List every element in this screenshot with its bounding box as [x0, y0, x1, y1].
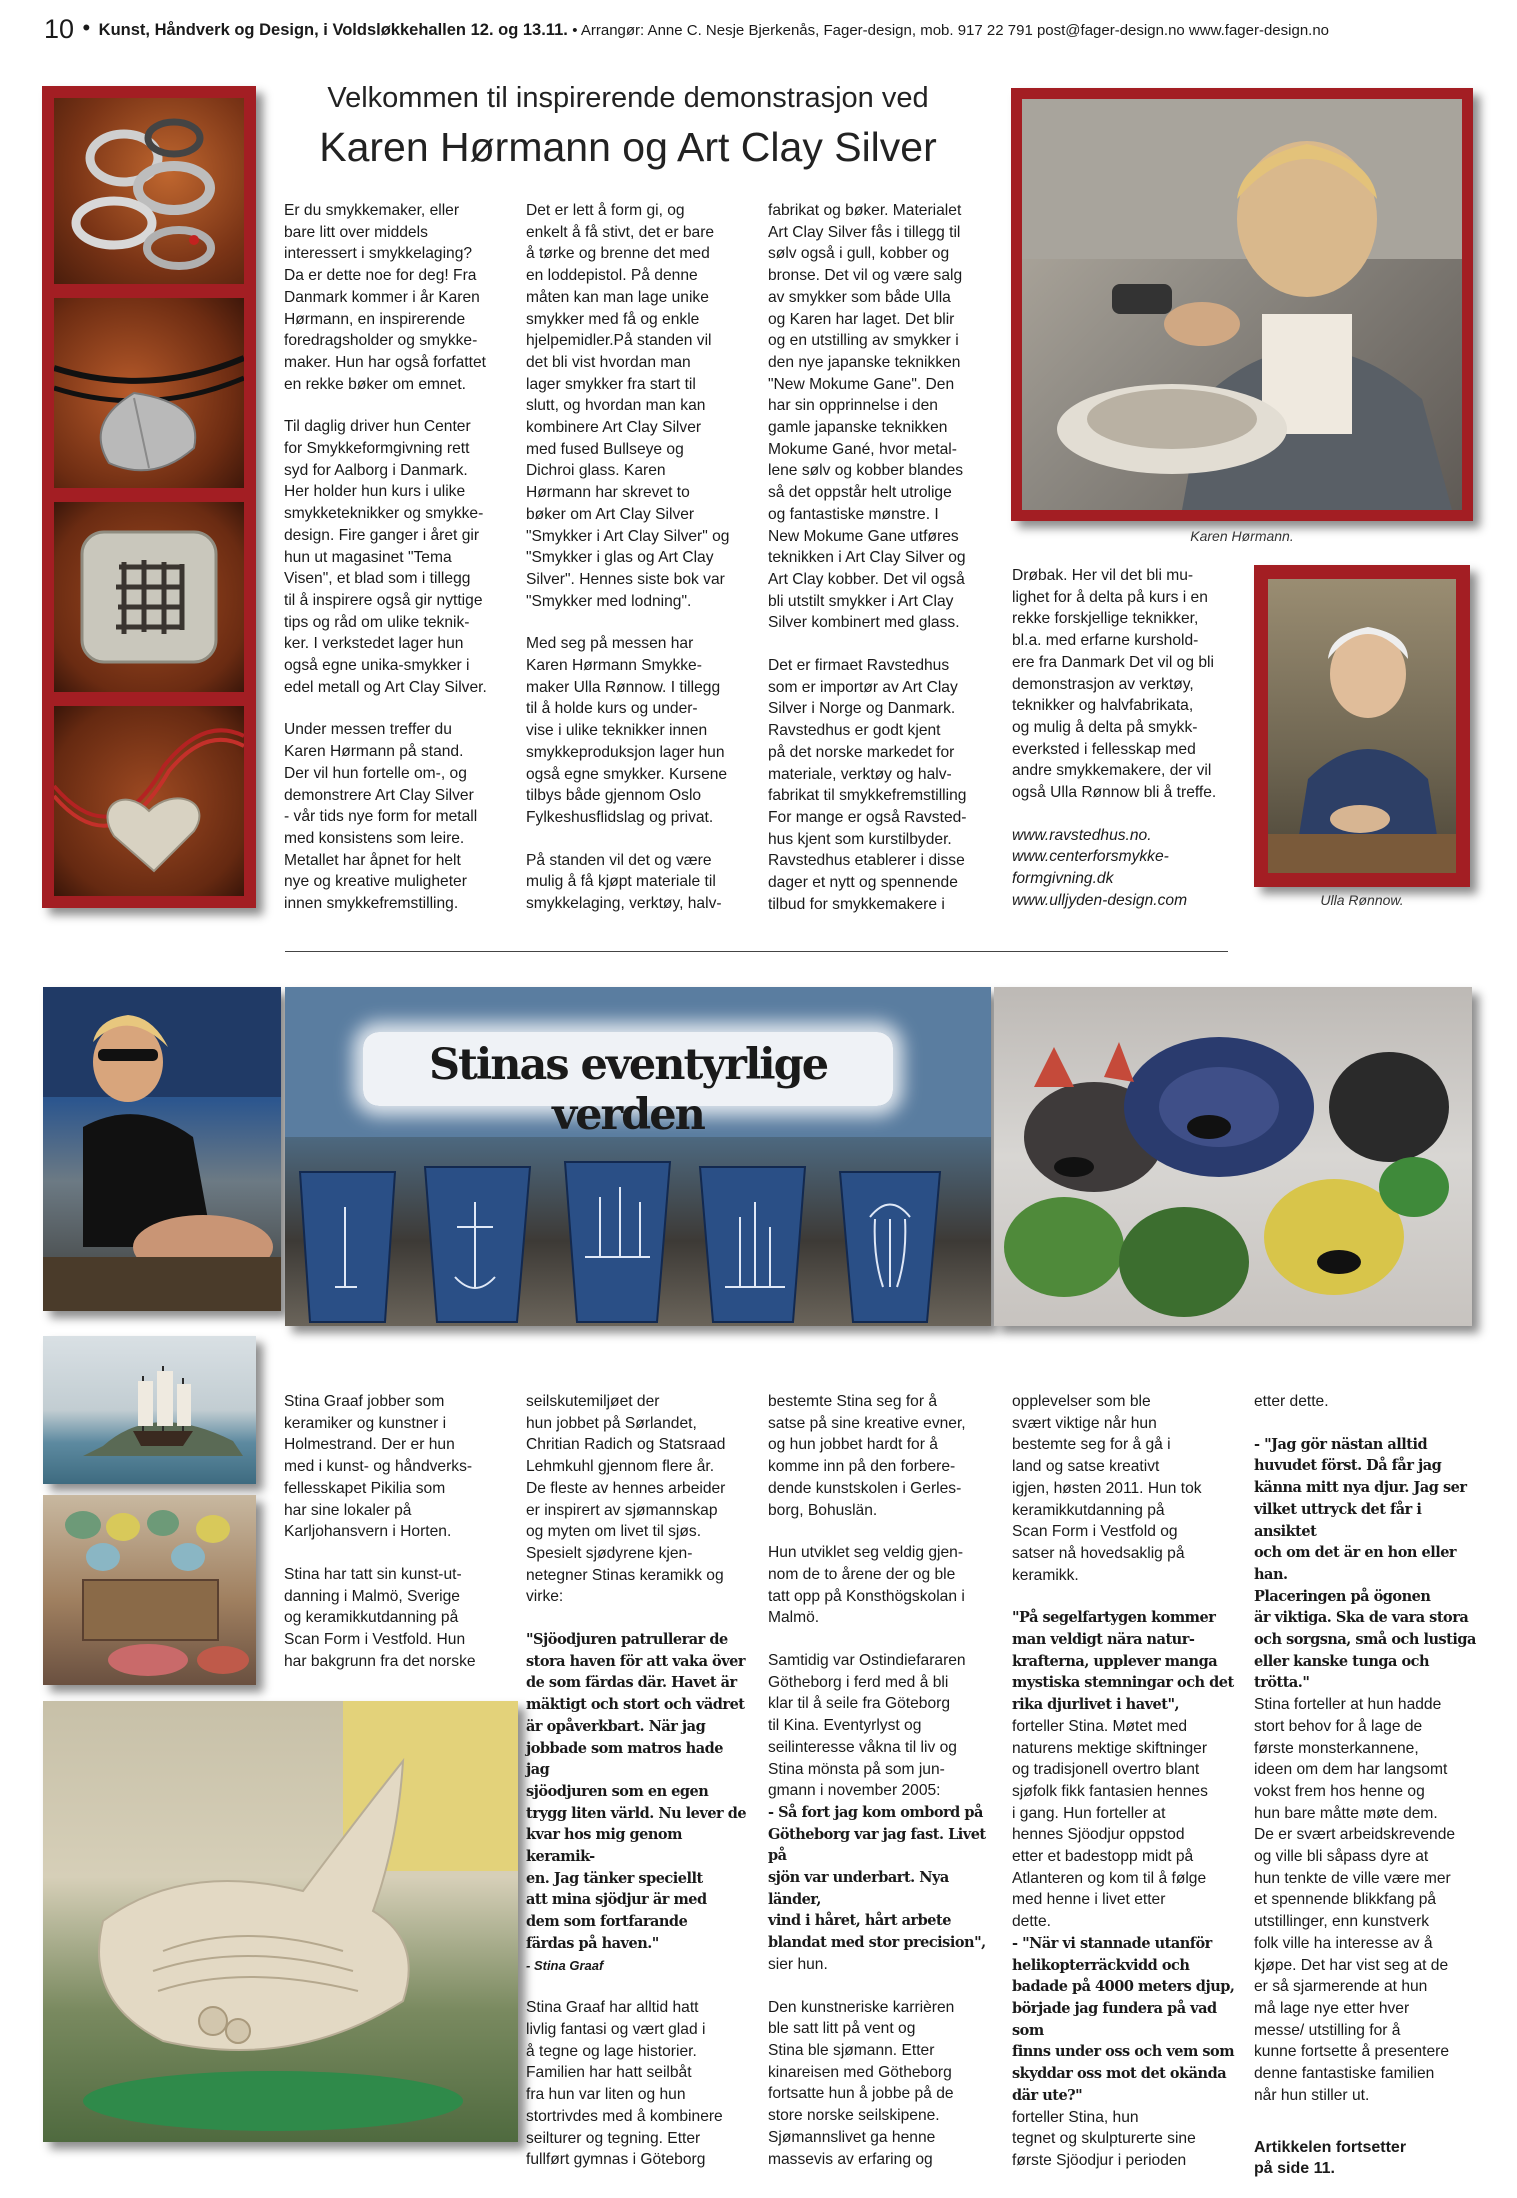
caption-ulla: Ulla Rønnow.: [1320, 892, 1404, 908]
article2-col2-para-2: Stina Graaf har alltid hatt livlig fantasi og vært glad i å tegne og lage historier. Familien har hatt seilbåt fra hun var liten og hun stortrivdes med å kombinere seilturer og tegning. Etter fullført gymnas i Göteborg: [526, 1999, 723, 2169]
stina-sailing-photo: [43, 987, 281, 1311]
article2-col5-para-1: etter dette.: [1254, 1393, 1329, 1410]
article2-col3-quote: - Så fort jag kom ombord på Götheborg var jag fast. Livet på sjön var underbart. Nya länder, vind i håret, hårt arbete blandat med stor precision",: [768, 1803, 986, 1952]
article1-col2-para-2: Med seg på messen har Karen Hørmann Smykke- maker Ulla Rønnow. I tillegg til å holde kurs og under- vise i ulike teknikker innen smykkeproduksjon lager hun også egne smykker. Kursene tilbys både gjennom Oslo Fylkeshusflidslag og privat.: [526, 635, 728, 826]
header-title: Kunst, Håndverk og Design, i Voldsløkkehallen 12. og 13.11.: [98, 21, 568, 39]
article1-column-3: [768, 200, 990, 916]
article2-col4-quote-1: "På segelfartygen kommer man veldigt nära natur- krafterna, upplever manga mystiska stemningar och det rika djurlivet i havet",: [1012, 1609, 1234, 1714]
article1-col3-para-1: fabrikat og bøker. Materialet Art Clay Silver fås i tillegg til sølv også i gull, kobber og bronse. Det vil og være salg av smykker som både Ulla og Karen har laget. Det blir og en utstilling av smykker i den nye japanske teknikken "New Mokume Gane". Den har sin opprinnelse i den gamle japanske teknikken Mokume Gané, hvor metal- lene sølv og kobber blandes så det oppstår helt utrolige og fantastiske mønstre. I New Mokume Gane utføres teknikken i Art Clay Silver og Art Clay kobber. Det vil også bli utstilt smykker i Art Clay Silver kombinert med glass.: [768, 202, 966, 632]
leaf-pendant-image: [54, 298, 244, 488]
page-number: 10: [44, 14, 75, 44]
article1-column-1: [284, 200, 506, 915]
whale-sculpture-photo: [43, 1701, 518, 2142]
heart-pendant-image: [54, 706, 244, 896]
article2-col3-para-4: Den kunstneriske karrièren ble satt litt på vent og Stina ble sjømann. Etter kinareisen med Götheborg fortsatte hun å jobbe på de store norske seilskipene. Sjømannslivet ga henne massevis av erfaring og: [768, 1998, 955, 2168]
link-ulljyden[interactable]: www.ulljyden-design.com: [1012, 891, 1188, 909]
jewelry-strip: [42, 86, 256, 908]
article2-col4-quote-2: - "När vi stannade utanför helikopterräckvidd och badade på 4000 meters djup, började jag fundera på vad som finns under oss och vem som skyddar oss mot det okända där ute?": [1012, 1934, 1235, 2104]
article-continued-note: Artikkelen fortsetter på side 11.: [1254, 2138, 1407, 2178]
article1-col2-para-1: Det er lett å form gi, og enkelt å få stivt, det er bare å tørke og brenne det med en loddepistol. På denne måten kan man lage unike smykker med få og enkle hjelpemidler.På standen vil det bli vist hvordan man lager smykker fra start til slutt, og hvordan man kan kombinere Art Clay Silver med fused Bullseye og Dichroi glass. Karen Hørmann har skrevet to bøker om Art Clay Silver "Smykker i Art Clay Silver" og "Smykker i glas og Art Clay Silver". Hennes siste bok var "Smykker med lodning".: [526, 202, 730, 610]
karen-photo-frame: [1011, 88, 1473, 521]
karen-portrait-photo: [1022, 99, 1462, 510]
article2-col1-para-2: Stina har tatt sin kunst-ut- danning i Malmö, Sverige og keramikkutdanning på Scan Form i Vestfold. Hun har bakgrunn fra det norske: [284, 1565, 476, 1670]
article2-col3-para-3: Samtidig var Ostindiefararen Götheborg i ferd med å bli klar til å seile fra Göteborg til Kina. Eventyrlyst og seilinteresse våkna til liv og Stina mönsta på som jun- gmann i november 2005:: [768, 1652, 966, 1800]
article1-col1-para-1: Er du smykkemaker, eller bare litt over middels interessert i smykkelaging? Da er dette noe for deg! Fra Danmark kommer i år Karen Hørmann, en inspirerende foredragsholder og smykke- maker. Hun har også forfattet en rekke bøker om emnet.: [284, 202, 486, 393]
article2-column-5: [1254, 1391, 1479, 2180]
article2-col4-para-1: opplevelser som ble svært viktige når hun bestemte seg for å gå i land og satse kreativt igjen, høsten 2011. Hun tok keramikkutdanning på Scan Form i Vestfold og satser nå hovedsaklig på keramikk.: [1012, 1393, 1202, 1584]
article2-col4-para-3: forteller Stina, hun tegnet og skulpturerte sine første Sjöodjur i perioden: [1012, 2108, 1196, 2169]
article1-column-2: [526, 200, 748, 915]
grid-square-pendant-image: [54, 502, 244, 692]
header-organizer: • Arrangør: Anne C. Nesje Bjerkenås, Fager-design, mob. 917 22 791 post@fager-design.no www.fager-design.no: [572, 22, 1330, 39]
article1-col4-text: Drøbak. Her vil det bli mu- lighet for å delta på kurs i en rekke forskjellige teknikker, bl.a. med erfarne kurshold- ere fra Danmark Det vil og bli demonstrasjon av verktøy, teknikker og halvfabrikata, og mulig å delta på smykk- everksted i fellesskap med andre smykkemakere, der vil også Ulla Rønnow bli å treffe.: [1012, 567, 1217, 802]
article2-col2-quote-signature: - Stina Graaf: [526, 1957, 604, 1973]
article2-column-2: [526, 1391, 748, 2171]
link-centerforsmykke[interactable]: www.centerforsmykke- formgivning.dk: [1012, 848, 1169, 888]
article2-col2-para-1: seilskutemiljøet der hun jobbet på Sørlandet, Chritian Radich og Statsraad Lehmkuhl gjennom flere år. De fleste av hennes arbeider er inspirert av sjømannskap og myten om livet til sjøs. Spesielt sjødyrene kjen- netegner Stinas keramikk og virke:: [526, 1393, 726, 1606]
article2-col3-after-quote: sier hun.: [768, 1955, 828, 1973]
ulla-portrait-photo: [1268, 579, 1456, 873]
article2-col5-quote: - "Jag gör nästan alltid huvudet först. Då får jag känna mitt nya djur. Jag ser vilket uttryck det får i ansiktet och om det är en hon eller han. Placeringen på ögonen är viktiga. Ska de vara stora och sorgsna, små och lustiga eller kanske tunga och trötta.": [1254, 1435, 1476, 1692]
article1-col2-para-3: På standen vil det og være mulig å få kjøpt materiale til smykkelaging, verktøy, halv-: [526, 851, 722, 913]
article2-col1-para-1: Stina Graaf jobber som keramiker og kunstner i Holmestrand. Der er hun med i kunst- og håndverks- fellesskapet Pikilia som har sine lokaler på Karljohansvern i Horten.: [284, 1393, 473, 1541]
article1-column-4: [1012, 565, 1252, 912]
article2-col5-para-2: Stina forteller at hun hadde stort behov for å lage de første monsterkannene, ideen om dem har langsomt vokst frem hos henne og hun bare måtte møte dem. De er svært arbeidskrevende og ville bli såpass dyre at hun tenkte de ville være mer et spennende blikkfang på utstillinger, enn kunstverk folk ville ha interesse av å kjøpe. Det har vist seg at de er så sjarmerende at hun må lage nye etter hver messe/ utstilling for å kunne fortsette å presentere denne fantastiske familien når hun stiller ut.: [1254, 1696, 1456, 2104]
ulla-photo-frame: [1254, 565, 1470, 887]
article2-column-1: [284, 1391, 506, 1672]
header-bullet: •: [82, 15, 91, 40]
caption-karen: Karen Hørmann.: [1190, 528, 1294, 544]
article2-title: Stinas eventyrlige verden: [428, 1040, 828, 1140]
link-ravstedhus[interactable]: www.ravstedhus.no.: [1012, 826, 1152, 844]
article1-kicker: Velkommen til inspirerende demonstrasjon ved: [327, 82, 929, 114]
article1-col1-para-2: Til daglig driver hun Center for Smykkeformgivning rett syd for Aalborg i Danmark. Her holder hun kurs i ulike smykketeknikker og smykke- design. Fire ganger i året gir hun ut magasinet "Tema Visen", et blad som i tillegg til å inspirere også gir nyttige tips og råd om ulike teknik- ker. I verkstedet lager hun også egne unika-smykker i edel metall og Art Clay Silver.: [284, 418, 487, 696]
tall-ship-painting: [43, 1336, 256, 1484]
article1-col3-para-2: Det er firmaet Ravstedhus som er importør av Art Clay Silver i Norge og Danmark. Ravstedhus er godt kjent på det norske markedet for materiale, verktøy og halv- fabrikat til smykkefremstilling For mange er også Ravsted- hus kjent som kurstilbyder. Ravstedhus etablerer i disse dager et nytt og spennende tilbud for smykkemakere i: [768, 657, 967, 913]
page-header: [44, 14, 1484, 44]
sea-monster-jugs-photo: [994, 987, 1472, 1326]
article2-col3-para-2: Hun utviklet seg veldig gjen- nom de to årene der og ble tatt opp på Konsthögskolan i Malmö.: [768, 1544, 965, 1627]
article2-col2-quote: "Sjöodjuren patrullerar de stora haven för att vaka över de som färdas där. Havet är mäktigt och stort och vädret är opåverkbart. När jag jobbade som matros hade jag sjöodjuren som en egen trygg liten värld. Nu lever de kvar hos mig genom keramik- en. Jag tänker speciellt att mina sjödjur är med dem som fortfarande färdas på haven.": [526, 1631, 747, 1952]
article1-headline: Karen Hørmann og Art Clay Silver: [319, 124, 937, 170]
pottery-shelf-photo: [43, 1495, 256, 1685]
article2-column-3: [768, 1391, 990, 2170]
article1-col1-para-3: Under messen treffer du Karen Hørmann på stand. Der vil hun fortelle om-, og demonstrere Art Clay Silver - vår tids nye form for metall med konsistens som leire. Metallet har åpnet for helt nye og kreative muligheter innen smykkefremstilling.: [284, 721, 478, 913]
article2-col4-para-2: forteller Stina. Møtet med naturens mektige skiftninger og tradisjonell overtro blant sjøfolk fikk fantasien hennes i gang. Hun forteller at hennes Sjöodjur oppstod etter et badestopp midt på Atlanteren og kom til å følge med henne i livet etter dette.: [1012, 1717, 1208, 1931]
article2-column-4: [1012, 1391, 1242, 2172]
article2-col3-para-1: bestemte Stina seg for å satse på sine kreative evner, og hun jobbet hardt for å komme inn på den forbere- dende kunstskolen i Gerles- borg, Bohuslän.: [768, 1393, 966, 1519]
jewelry-rings-image: [54, 98, 244, 284]
article-divider: [285, 951, 1228, 952]
